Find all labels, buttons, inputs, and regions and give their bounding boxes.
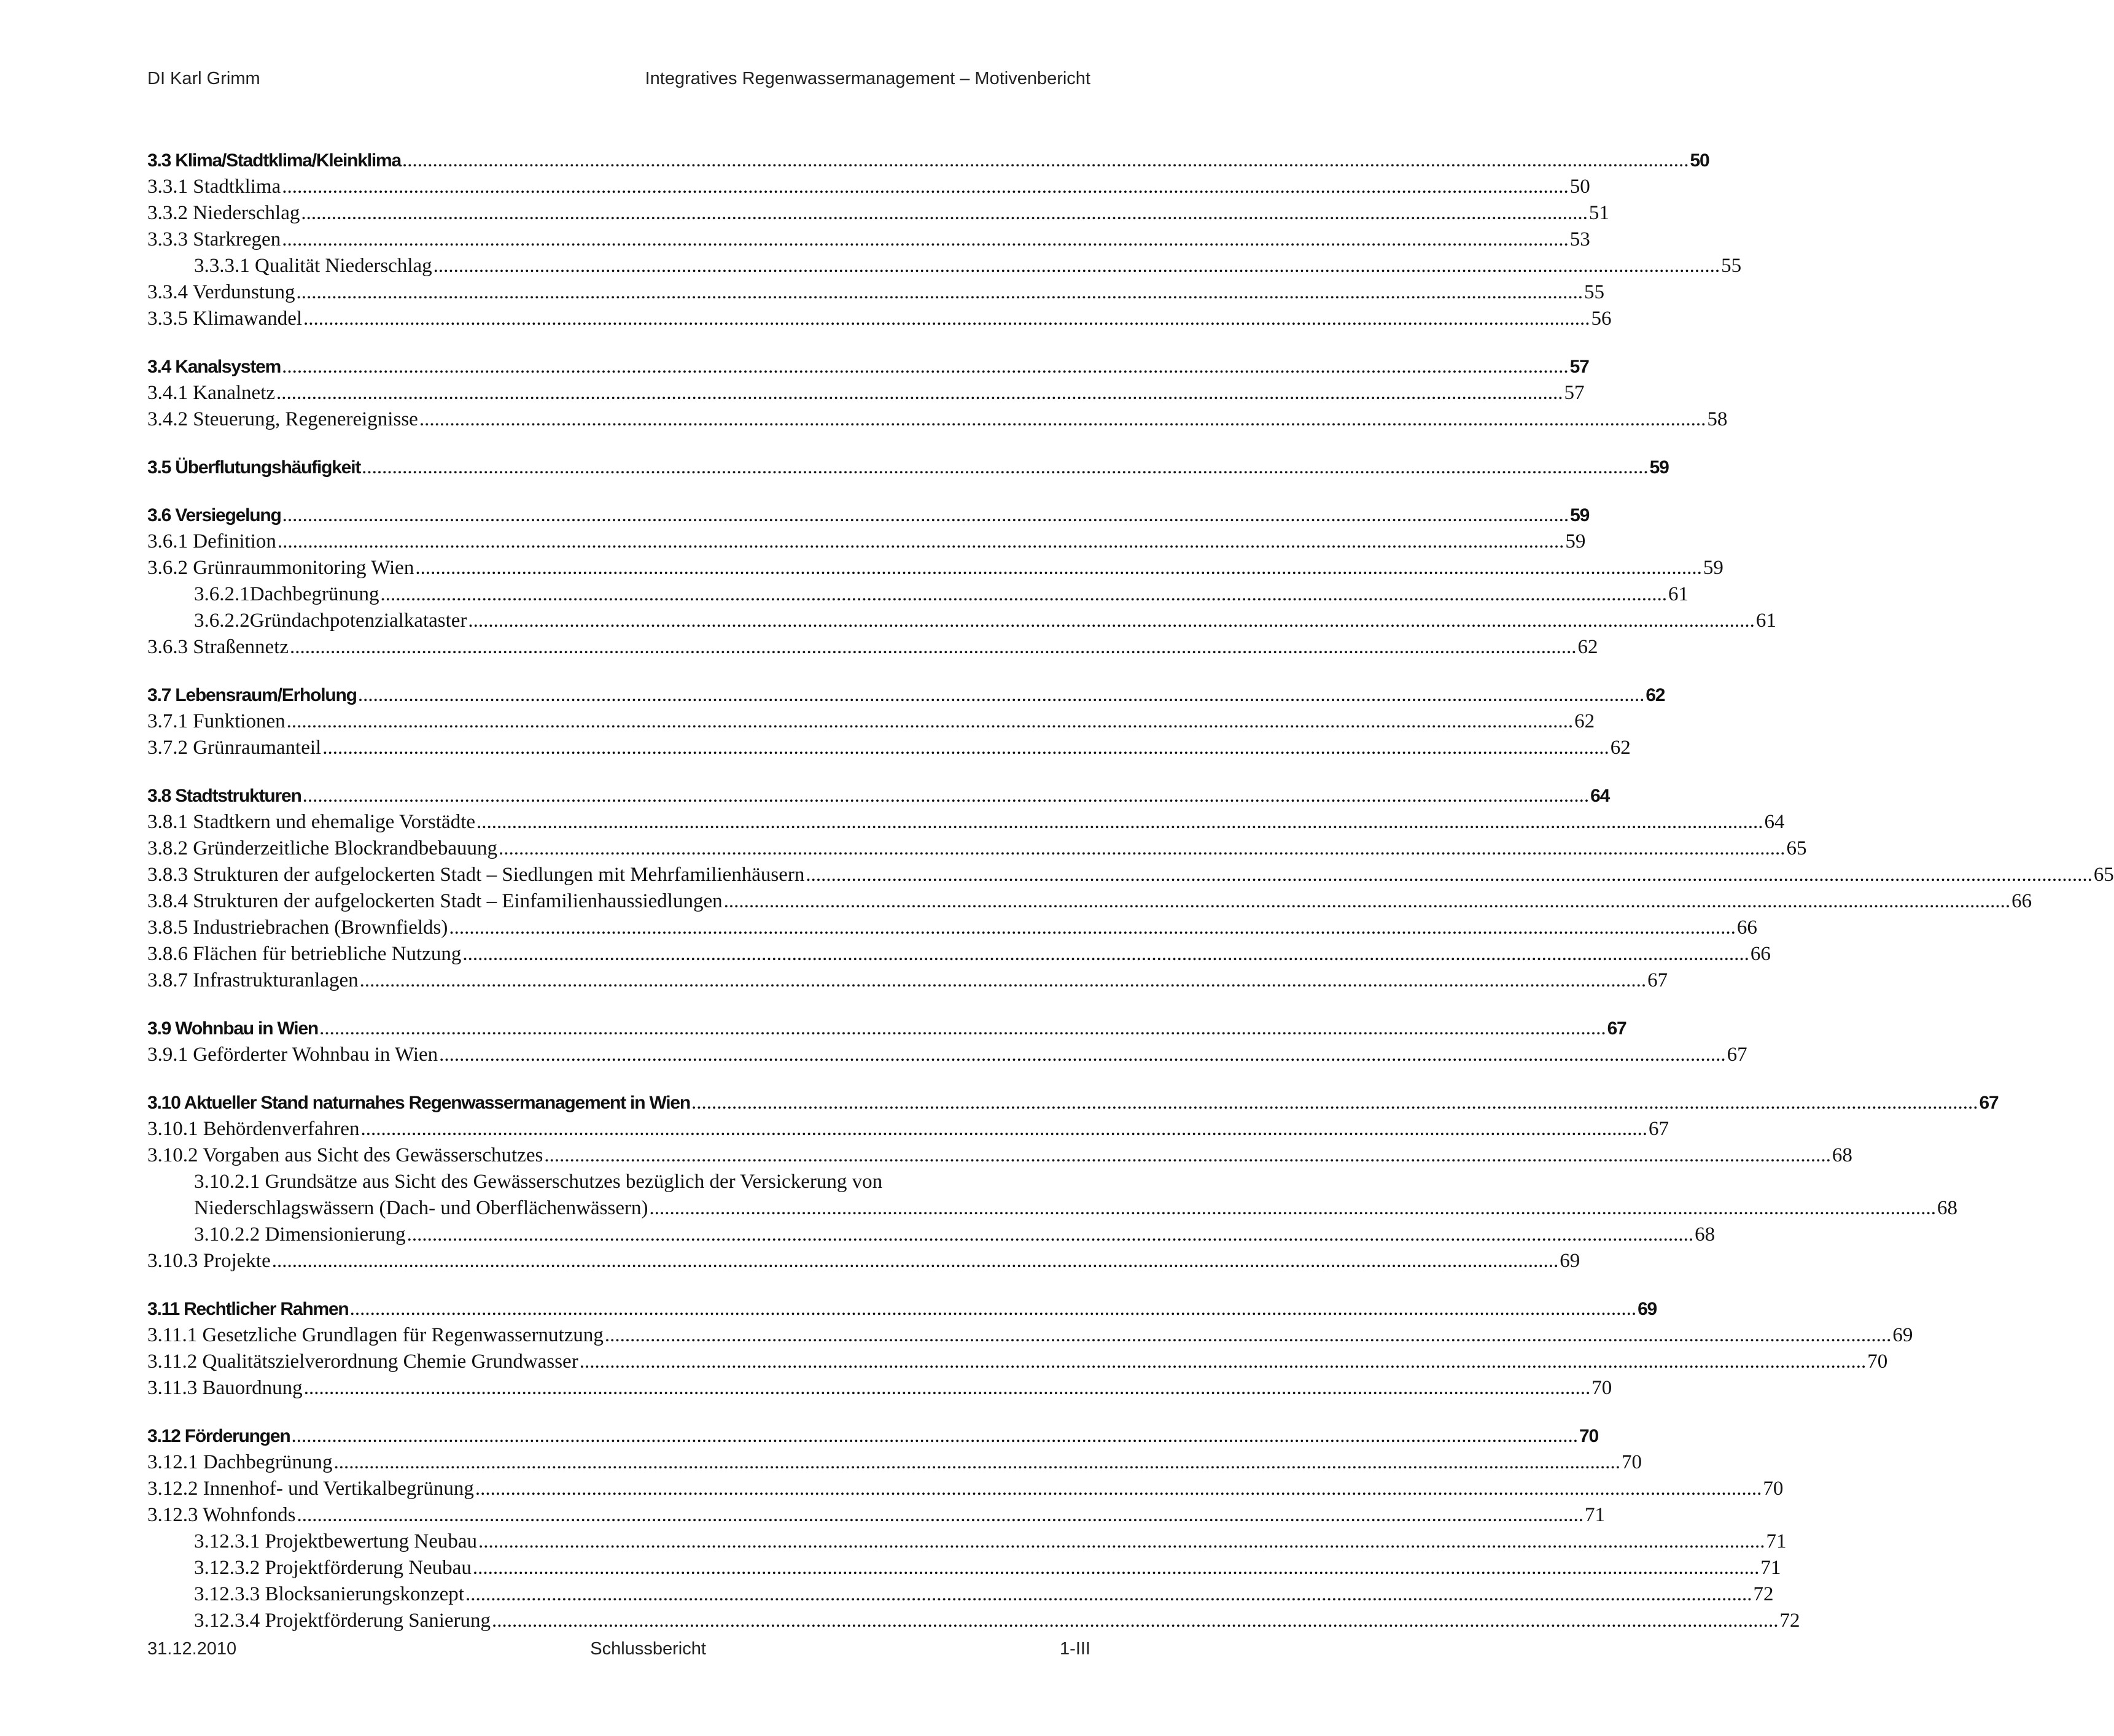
toc-entry[interactable] [147,967,1668,994]
toc-label: 3.12.3.1 Projektbewertung Neubau [194,1530,477,1552]
header-title: Integratives Regenwassermanagement – Motivenbericht [645,69,1090,88]
toc-heading[interactable] [147,1423,1599,1449]
toc-heading[interactable] [147,502,1590,529]
toc-page-number: 69 [1892,1324,1913,1346]
toc-page-number: 68 [1832,1144,1852,1166]
toc-leader [287,708,1574,735]
toc-page-number: 62 [1574,710,1595,732]
toc-label: 3.8.5 Industriebrachen (Brownfields) [147,916,448,939]
toc-label: 3.11 Rechtlicher Rahmen [147,1299,349,1319]
toc-section-3-10 [147,1090,1999,1274]
toc-label: 3.6.1 Definition [147,530,276,552]
toc-label: 3.6.3 Straßennetz [147,636,289,658]
toc-entry[interactable] [147,835,1807,862]
toc-leader [724,888,2011,915]
toc-leader [292,1423,1579,1449]
toc-heading[interactable] [147,147,1709,174]
toc-page-number: 67 [1648,1118,1669,1140]
toc-entry[interactable] [147,1222,1716,1248]
toc-label: 3.7.1 Funktionen [147,710,286,732]
toc-leader [473,1555,1760,1581]
toc-page-number: 66 [1736,916,1757,939]
toc-label: 3.10.1 Behördenverfahren [147,1118,360,1140]
toc-page-number: 64 [1764,811,1785,833]
toc-leader [297,1502,1584,1529]
toc-entry[interactable] [147,915,1757,941]
toc-leader [449,915,1736,941]
toc-page-number: 57 [1569,357,1589,377]
toc-page-number: 72 [1779,1610,1800,1632]
toc-page-number: 59 [1703,557,1723,579]
toc-leader [691,1090,1978,1116]
toc-leader [282,354,1569,380]
toc-section-3-9 [147,1015,1747,1068]
toc-heading[interactable] [147,783,1610,809]
toc-entry[interactable] [147,941,1771,967]
toc-label: 3.3.5 Klimawandel [147,308,303,330]
toc-heading[interactable] [147,682,1665,708]
toc-page-number: 53 [1569,228,1590,250]
toc-entry[interactable] [147,1608,1800,1634]
toc-leader [806,862,2093,888]
toc-leader [303,306,1590,332]
toc-label: 3.7.2 Grünraumanteil [147,737,322,759]
toc-label: 3.11.1 Gesetzliche Grundlagen für Regenwassernutzung [147,1324,604,1346]
toc-label: 3.4.1 Kanalnetz [147,382,276,404]
toc-page-number: 64 [1590,786,1610,806]
toc-label: 3.11.2 Qualitätszielverordnung Chemie Grundwasser [147,1350,578,1373]
toc-leader [415,555,1702,581]
toc-label: 3.12.1 Dachbegrünung [147,1451,333,1473]
toc-entry[interactable] [147,1375,1612,1401]
toc-leader [360,967,1647,994]
toc-leader [276,380,1563,406]
toc-leader [282,174,1569,200]
toc-page-number: 70 [1622,1451,1642,1473]
toc-label: 3.8.1 Stadtkern und ehemalige Vorstädte [147,811,476,833]
toc-label: Niederschlagswässern (Dach- und Oberflächenwässern) [194,1197,648,1219]
toc-page-number: 70 [1867,1350,1888,1373]
toc-entry[interactable] [147,1169,1090,1195]
toc-page-number: 62 [1610,737,1631,759]
toc-entry[interactable] [147,1116,1669,1142]
toc-entry[interactable] [147,888,2032,915]
toc-leader [407,1222,1694,1248]
toc-label: 3.9.1 Geförderter Wohnbau in Wien [147,1044,438,1066]
toc-leader [544,1142,1831,1169]
toc-label: 3.7 Lebensraum/Erholung [147,685,357,705]
toc-label: 3.12 Förderungen [147,1426,290,1446]
toc-page-number: 59 [1570,505,1590,525]
toc-leader [439,1042,1726,1068]
toc-page-number: 55 [1584,281,1604,303]
toc-entry[interactable] [147,380,1585,406]
toc-label: Gründachpotenzialkataster [249,610,467,632]
toc-section-3-4 [147,354,1728,433]
toc-label: 3.12.3.3 Blocksanierungskonzept [194,1583,464,1605]
toc-page-number: 56 [1591,308,1612,330]
toc-label: Dachbegrünung [249,583,379,605]
toc-page-number: 72 [1753,1583,1774,1605]
footer-page-number: 1-III [1060,1639,1090,1659]
toc-page-number: 70 [1763,1478,1784,1500]
table-of-contents [147,147,2114,1656]
toc-label: 3.10.2.2 Dimensionierung [194,1223,406,1246]
toc-leader [649,1195,1936,1222]
toc-leader [402,147,1689,174]
toc-leader [322,735,1609,761]
toc-leader [419,406,1706,433]
toc-page-number: 59 [1649,457,1669,478]
toc-page-number: 65 [2093,864,2114,886]
toc-label: 3.5 Überflutungshäufigkeit [147,457,361,478]
toc-page-number: 57 [1564,382,1585,404]
page-footer [147,1639,1090,1659]
toc-label: 3.12.3.2 Projektförderung Neubau [194,1557,472,1579]
toc-label: 3.10 Aktueller Stand naturnahes Regenwassermanagement in Wien [147,1093,691,1113]
toc-page-number: 50 [1569,176,1590,198]
toc-page-number: 66 [1750,943,1771,965]
toc-heading[interactable] [147,1296,1657,1322]
toc-number: 3.6.2.1 [194,583,250,605]
toc-label: 3.8.7 Infrastrukturanlagen [147,969,359,991]
toc-leader [468,608,1755,634]
toc-entry[interactable] [147,1476,1784,1502]
toc-label: 3.8.4 Strukturen der aufgelockerten Stadt – Einfamilienhaussiedlungen [147,890,723,912]
toc-leader [334,1449,1621,1476]
toc-heading[interactable] [147,454,1669,481]
toc-entry[interactable] [147,1349,1888,1375]
toc-page-number: 67 [1979,1093,1999,1113]
toc-page-number: 59 [1565,530,1586,552]
toc-leader [304,1375,1591,1401]
toc-page-number: 62 [1646,685,1665,705]
toc-entry[interactable] [147,200,1609,227]
toc-entry[interactable] [147,406,1728,433]
toc-page-number: 50 [1690,150,1709,171]
toc-label: 3.8.3 Strukturen der aufgelockerten Stadt – Siedlungen mit Mehrfamilienhäusern [147,864,805,886]
toc-leader [475,1476,1762,1502]
toc-leader [381,581,1668,608]
toc-page-number: 70 [1591,1377,1612,1399]
toc-label: 3.6.2 Grünraummonitoring Wien [147,557,414,579]
toc-entry[interactable] [147,1248,1580,1274]
toc-page-number: 69 [1638,1299,1657,1319]
toc-label: 3.8 Stadtstrukturen [147,786,301,806]
toc-page-number: 66 [2011,890,2032,912]
toc-leader [282,227,1569,253]
toc-label: 3.4 Kanalsystem [147,357,281,377]
toc-leader [492,1608,1779,1634]
toc-entry[interactable] [147,227,1590,253]
toc-heading[interactable] [147,354,1589,380]
toc-section-3-6 [147,502,1776,661]
toc-label: 3.10.2 Vorgaben aus Sicht des Gewässerschutzes [147,1144,543,1166]
toc-leader [462,941,1749,967]
toc-leader [272,1248,1559,1274]
toc-entry[interactable] [147,174,1590,200]
toc-entry[interactable] [147,1322,1913,1349]
toc-label: 3.3.4 Verdunstung [147,281,295,303]
toc-heading[interactable] [147,1090,1999,1116]
toc-label: 3.8.2 Gründerzeitliche Blockrandbebauung [147,837,497,859]
toc-leader [282,502,1569,529]
header-author: DI Karl Grimm [147,69,260,88]
toc-page-number: 61 [1755,610,1776,632]
toc-leader [303,783,1590,809]
toc-page-number: 51 [1588,202,1609,224]
toc-label: 3.3 Klima/Stadtklima/Kleinklima [147,150,401,171]
toc-page-number: 67 [1647,969,1668,991]
toc-label: 3.8.6 Flächen für betriebliche Nutzung [147,943,462,965]
toc-entry[interactable] [147,1142,1852,1169]
toc-page-number: 71 [1766,1530,1787,1552]
toc-label: 3.9 Wohnbau in Wien [147,1018,319,1039]
page-header [147,69,1090,89]
toc-page-number: 62 [1577,636,1598,658]
toc-entry[interactable] [147,529,1586,555]
toc-page-number: 68 [1695,1223,1716,1246]
toc-label: 3.3.3.1 Qualität Niederschlag [194,255,432,277]
toc-label: 3.10.3 Projekte [147,1250,271,1272]
toc-leader [478,1529,1765,1555]
toc-entry[interactable] [147,306,1612,332]
toc-entry[interactable] [147,735,1631,761]
toc-label: 3.3.1 Stadtklima [147,176,281,198]
toc-entry[interactable] [147,1529,1787,1555]
toc-section-3-7 [147,682,1665,761]
toc-entry[interactable] [147,862,2114,888]
toc-leader [296,279,1583,306]
toc-leader [360,1116,1647,1142]
toc-page-number: 68 [1937,1197,1957,1219]
toc-label: 3.11.3 Bauordnung [147,1377,303,1399]
toc-entry[interactable] [147,634,1598,661]
toc-page-number: 70 [1579,1426,1599,1446]
toc-label: 3.4.2 Steuerung, Regenereignisse [147,408,418,430]
toc-entry[interactable] [147,1042,1747,1068]
footer-title: Schlussbericht [590,1639,706,1659]
toc-page-number: 71 [1585,1504,1605,1526]
toc-entry[interactable] [147,708,1595,735]
toc-section-3-8 [147,783,2114,994]
toc-entry[interactable] [147,1449,1642,1476]
toc-entry[interactable] [147,253,1742,279]
toc-leader [278,529,1564,555]
toc-entry[interactable] [147,279,1604,306]
toc-label: 3.12.2 Innenhof- und Vertikalbegrünung [147,1478,474,1500]
toc-leader [465,1581,1752,1608]
toc-leader [499,835,1786,862]
toc-page-number: 67 [1727,1044,1747,1066]
toc-leader [605,1322,1892,1349]
toc-heading[interactable] [147,1015,1626,1042]
toc-leader [358,682,1645,708]
toc-page-number: 58 [1707,408,1728,430]
toc-leader [362,454,1649,481]
toc-entry[interactable] [147,1555,1781,1581]
toc-leader [476,809,1763,835]
toc-entry[interactable] [147,555,1723,581]
toc-leader [301,200,1588,227]
toc-leader [433,253,1720,279]
toc-page-number: 65 [1786,837,1807,859]
toc-label: 3.6 Versiegelung [147,505,281,525]
toc-number: 3.6.2.2 [194,610,250,632]
toc-leader [350,1296,1637,1322]
toc-entry[interactable] [147,581,1689,608]
toc-page-number: 69 [1560,1250,1580,1272]
toc-section-3-3 [147,147,1742,332]
toc-label: 3.12.3 Wohnfonds [147,1504,296,1526]
toc-entry[interactable] [147,1581,1774,1608]
toc-label: 3.3.2 Niederschlag [147,202,300,224]
toc-section-3-11 [147,1296,1913,1401]
footer-date: 31.12.2010 [147,1639,237,1659]
toc-section-3-5 [147,454,1669,481]
toc-page-number: 67 [1607,1018,1626,1039]
toc-entry[interactable] [147,1502,1605,1529]
toc-leader [580,1349,1867,1375]
toc-page-number: 61 [1668,583,1689,605]
toc-leader [319,1015,1606,1042]
toc-entry-continuation[interactable] [147,1195,1957,1222]
toc-leader [290,634,1577,661]
toc-entry[interactable] [147,809,1785,835]
toc-page-number: 71 [1760,1557,1781,1579]
toc-section-3-12 [147,1423,1800,1634]
toc-entry[interactable] [147,608,1776,634]
toc-label: 3.3.3 Starkregen [147,228,281,250]
toc-label: 3.10.2.1 Grundsätze aus Sicht des Gewässerschutzes bezüglich der Versickerung von [194,1171,883,1193]
toc-page-number: 55 [1721,255,1742,277]
toc-label: 3.12.3.4 Projektförderung Sanierung [194,1610,491,1632]
